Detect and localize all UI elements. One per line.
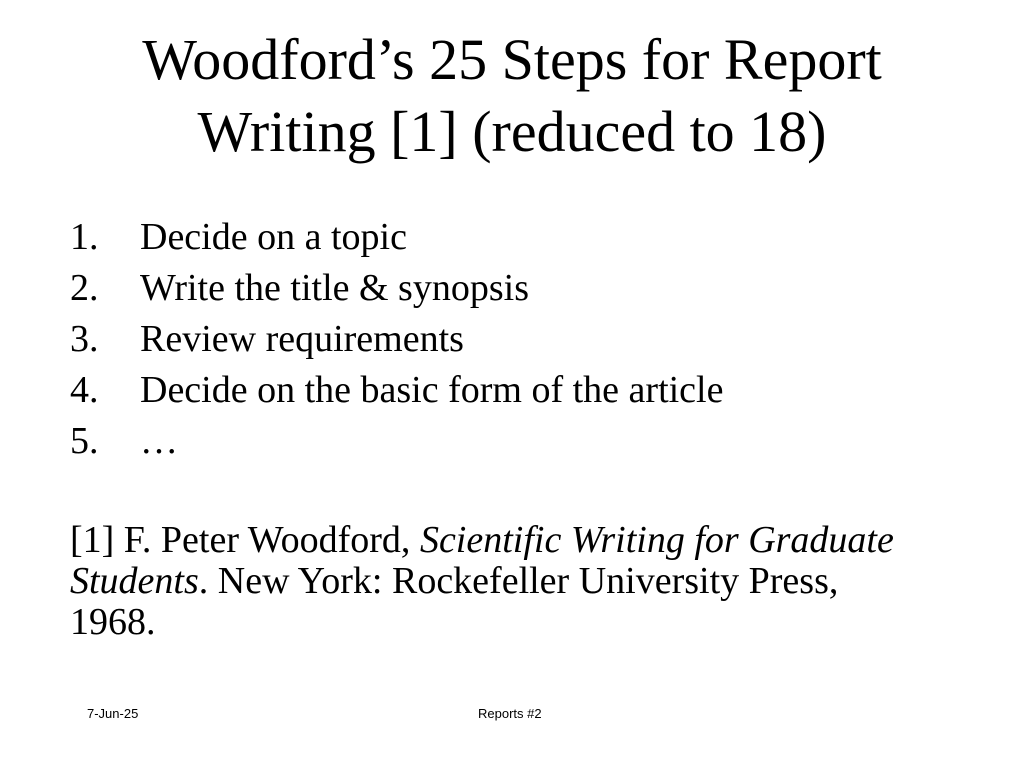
step-text: Decide on the basic form of the article — [140, 369, 724, 411]
reference-prefix: [1] F. Peter Woodford, — [70, 519, 420, 561]
step-text: Review requirements — [140, 318, 464, 360]
steps-list — [70, 212, 970, 467]
step-text: … — [140, 420, 178, 462]
step-number: 5. — [70, 420, 99, 462]
title-line-1: Woodford’s 25 Steps for Report — [142, 27, 882, 92]
title-line-2: Writing [1] (reduced to 18) — [197, 99, 827, 164]
step-text: Decide on a topic — [140, 216, 407, 258]
footer-slide-label: Reports #2 — [478, 706, 542, 721]
step-number: 3. — [70, 318, 99, 360]
step-item — [70, 416, 970, 467]
step-text: Write the title & synopsis — [140, 267, 529, 309]
footer-date: 7-Jun-25 — [87, 706, 139, 721]
slide-title — [40, 24, 984, 168]
step-number: 1. — [70, 216, 99, 258]
reference-book-title: Scientific Writing for Graduate Students — [70, 519, 894, 602]
reference-suffix: . New York: Rockefeller University Press, 1968. — [70, 560, 839, 643]
step-item — [70, 212, 970, 263]
step-item — [70, 263, 970, 314]
reference-citation — [70, 520, 930, 643]
step-item — [70, 365, 970, 416]
step-number: 2. — [70, 267, 99, 309]
step-number: 4. — [70, 369, 99, 411]
step-item — [70, 314, 970, 365]
